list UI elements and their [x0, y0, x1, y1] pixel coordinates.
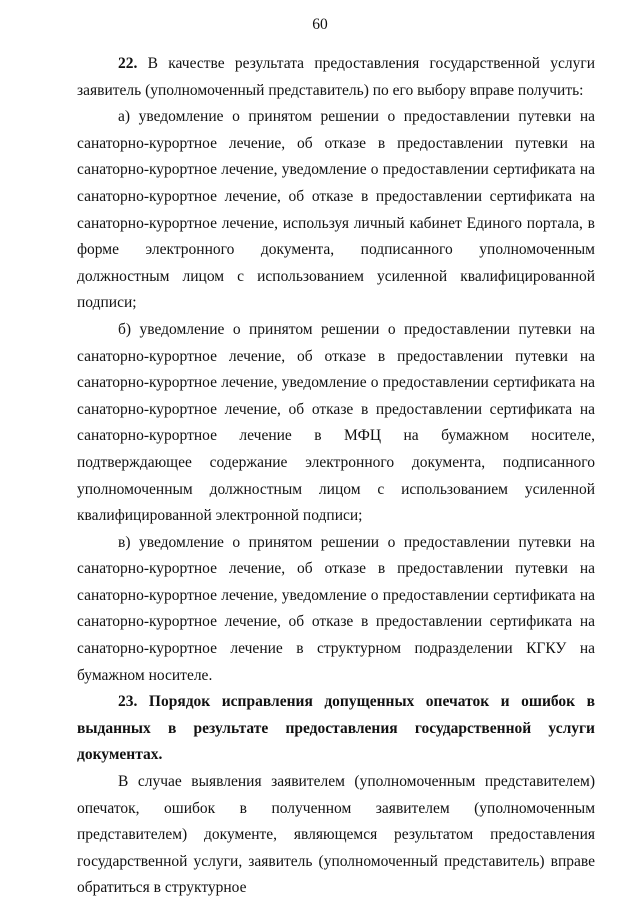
paragraph-22-number: 22. [118, 55, 138, 72]
paragraph-22-c: в) уведомление о принятом решении о предоставлении путевки на санаторно-курортное лечение, об отказе в предоставлении путевки на санаторно-курортное лечение, уведомление о предоставлении сертификата на санаторно-курортное лечение, об отказе в предоставлении сертификата на санаторно-курортное лечение в структурном подразделении КГКУ на бумажном носителе. [77, 533, 595, 684]
page-number: 60 [312, 16, 328, 33]
paragraph-22-b: б) уведомление о принятом решении о предоставлении путевки на санаторно-курортное лечение, об отказе в предоставлении путевки на санаторно-курортное лечение, уведомление о предоставлении сертификата на санаторно-курортное лечение, об отказе в предоставлении сертификата на санаторно-курортное лечение в МФЦ на бумажном носителе, подтверждающее содержание электронного документа, подписанного уполномоченным должностным лицом с использованием усиленной квалифицированной электронной подписи; [77, 320, 595, 525]
paragraph-22-text: В качестве результата предоставления государственной услуги заявитель (уполномоченный представитель) по его выбору вправе получить: [77, 55, 596, 99]
paragraph-22-a: а) уведомление о принятом решении о предоставлении путевки на санаторно-курортное лечение, об отказе в предоставлении путевки на санаторно-курортное лечение, уведомление о предоставлении сертификата на санаторно-курортное лечение, об отказе в предоставлении сертификата на санаторно-курортное лечение, используя личный кабинет Единого портала, в форме электронного документа, подписанного уполномоченным должностным лицом с использованием усиленной квалифицированной подписи; [77, 108, 595, 312]
document-body [77, 51, 595, 902]
paragraph-22 [77, 51, 595, 104]
paragraph-23-body: В случае выявления заявителем (уполномоченным представителем) опечаток, ошибок в полученном заявителем (уполномоченным представителем) документе, являющемся результатом предоставления государственной услуги, заявитель (уполномоченный представитель) вправе обратиться в структурное [77, 773, 595, 897]
section-23-heading: 23. Порядок исправления допущенных опечаток и ошибок в выданных в результате предоставления государственной услуги документах. [77, 693, 595, 764]
